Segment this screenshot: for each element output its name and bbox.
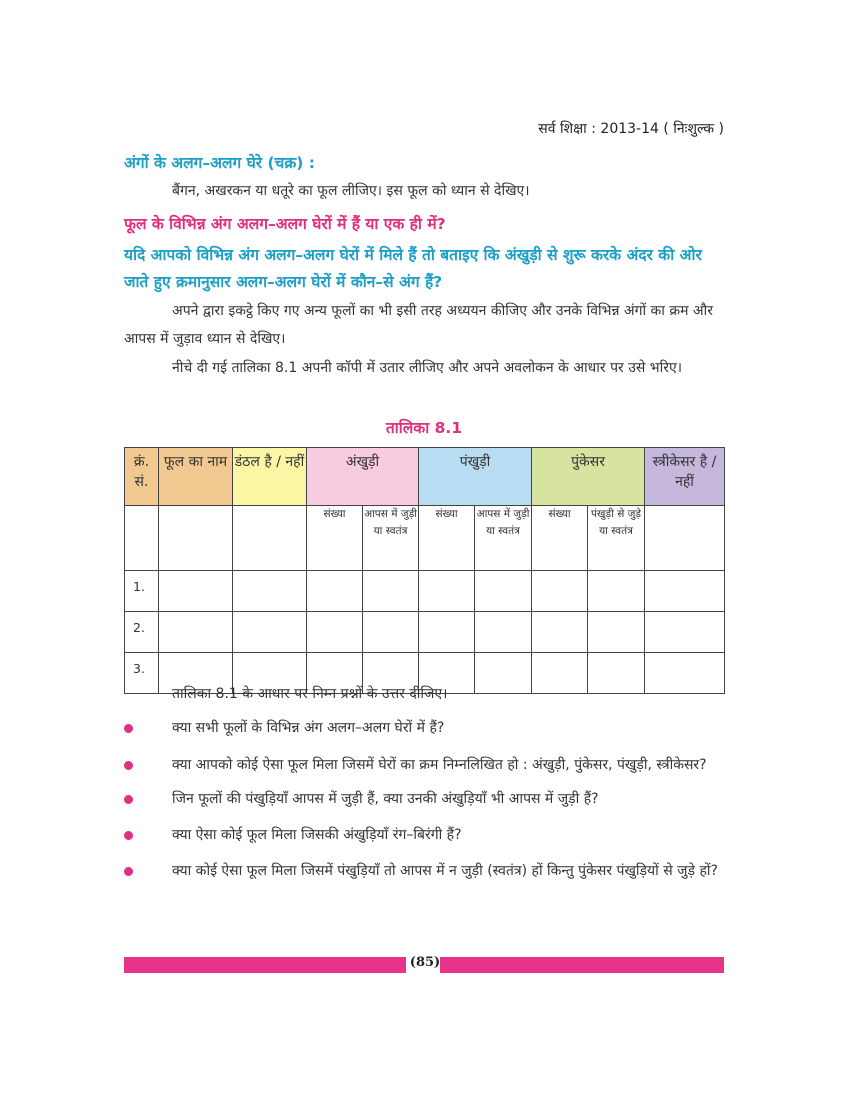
subheader-stamen-joined: पंखुड़ी से जुड़े या स्वतंत्र — [588, 506, 645, 571]
paragraph-study: अपने द्वारा इकट्ठे किए गए अन्य फूलों का भी इसी तरह अध्ययन कीजिए और उनके विभिन्न अंगों का क्रम और आपस में जुड़ाव ध्यान से देखिए। — [124, 303, 713, 347]
header-stalk: डंठल है / नहीं — [233, 448, 307, 506]
bullet-icon — [124, 831, 133, 840]
table-cell — [125, 506, 159, 571]
bullet-icon — [124, 761, 133, 770]
list-item: क्या कोई ऐसा फूल मिला जिसमें पंखुड़ियाँ तो आपस में न जुड़ी (स्वतंत्र) हों किन्तु पुंकेसर पंखुड़ियों से जुड़े हों? — [124, 859, 724, 883]
question-list — [124, 716, 724, 883]
bullet-icon — [124, 867, 133, 876]
list-item: क्या सभी फूलों के विभिन्न अंग अलग–अलग घेरों में हैं? — [124, 716, 724, 740]
paragraph-table-instruction: नीचे दी गई तालिका 8.1 अपनी कॉपी में उतार लीजिए और अपने अवलोकन के आधार पर उसे भरिए। — [172, 360, 683, 376]
subheader-petal-joined: आपस में जुड़ी या स्वतंत्र — [475, 506, 532, 571]
subheader-sepal-joined: आपस में जुड़ी या स्वतंत्र — [363, 506, 419, 571]
section-title: अंगों के अलग–अलग घेरे (चक्र) : — [124, 154, 315, 172]
list-item: जिन फूलों की पंखुड़ियाँ आपस में जुड़ी हैं, क्या उनकी अंखुड़ियाँ भी आपस में जुड़ी हैं? — [124, 787, 724, 811]
bullet-icon — [124, 795, 133, 804]
header-flower-name: फूल का नाम — [159, 448, 233, 506]
header-petal: पंखुड़ी — [419, 448, 532, 506]
subheader-stamen-count: संख्या — [532, 506, 588, 571]
table-row — [125, 571, 725, 612]
table-cell — [645, 506, 725, 571]
row-number: 1. — [125, 571, 159, 612]
row-number: 2. — [125, 612, 159, 653]
header-stamen: पुंकेसर — [532, 448, 645, 506]
header-serial: क्रं. सं. — [125, 448, 159, 506]
list-item: क्या आपको कोई ऐसा फूल मिला जिसमें घेरों का क्रम निम्नलिखित हो : अंखुड़ी, पुंकेसर, पंखुड़ी, स्त्रीकेसर? — [124, 753, 724, 777]
paragraph-intro: बैंगन, अखरकन या धतूरे का फूल लीजिए। इस फूल को ध्यान से देखिए। — [172, 183, 530, 199]
page-number: (85) — [409, 955, 441, 970]
question-heading-2: यदि आपको विभिन्न अंग अलग–अलग घेरों में मिले हैं तो बताइए कि अंखुड़ी से शुरू करके अंदर की ओर जाते हुए क्रमानुसार अलग–अलग घेरों में कौन–से अंग हैं? — [124, 246, 702, 291]
list-item: क्या ऐसा कोई फूल मिला जिसकी अंखुड़ियाँ रंग–बिरंगी हैं? — [124, 823, 724, 847]
row-number: 3. — [125, 653, 159, 694]
bullet-icon — [124, 724, 133, 733]
table-cell — [233, 506, 307, 571]
questions-intro: तालिका 8.1 के आधार पर निम्न प्रश्नों के उत्तर दीजिए। — [172, 686, 448, 702]
observation-table — [124, 447, 725, 694]
table-row — [125, 612, 725, 653]
question-heading-1: फूल के विभिन्न अंग अलग–अलग घेरों में हैं या एक ही में? — [124, 215, 446, 233]
page-header: सर्व शिक्षा : 2013-14 ( निःशुल्क ) — [538, 121, 724, 137]
subheader-sepal-count: संख्या — [307, 506, 363, 571]
table-title: तालिका 8.1 — [385, 419, 463, 437]
table-cell — [159, 506, 233, 571]
subheader-petal-count: संख्या — [419, 506, 475, 571]
header-pistil: स्त्रीकेसर है / नहीं — [645, 448, 725, 506]
header-sepal: अंखुड़ी — [307, 448, 419, 506]
